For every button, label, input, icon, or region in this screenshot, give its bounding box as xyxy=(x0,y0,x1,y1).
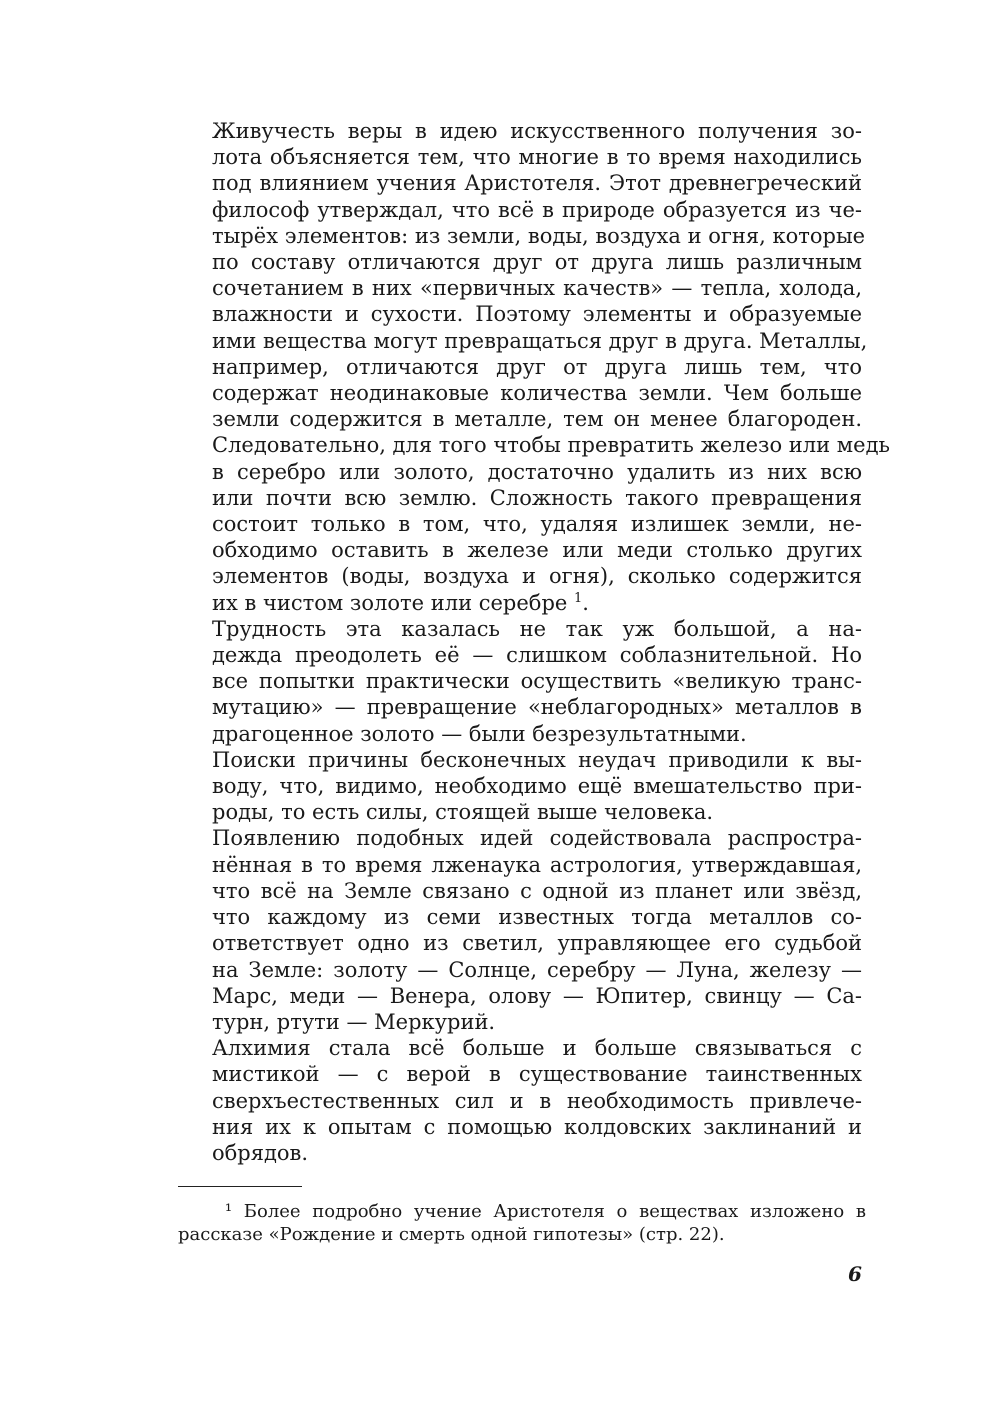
text-line: роды, то есть силы, стоящей выше человека. xyxy=(212,800,714,825)
text-line: тырёх элементов: из земли, воды, воздуха и огня, которые xyxy=(212,223,866,248)
text-line: например, отличаются друг от друга лишь тем, что xyxy=(212,354,862,379)
text-line: что каждому из семи известных тогда металлов со- xyxy=(212,905,862,930)
text-line: ния их к опытам с помощью колдовских заклинаний и xyxy=(212,1114,862,1139)
footnote-reference: 1 xyxy=(574,590,583,606)
text-line: что всё на Земле связано с одной из планет или звёзд, xyxy=(212,878,862,903)
text-line: турн, ртути — Меркурий. xyxy=(212,1009,496,1034)
main-text xyxy=(174,118,890,1166)
text-line: Следовательно, для того чтобы превратить железо или медь xyxy=(212,433,890,458)
footnote xyxy=(178,1200,866,1246)
text-line xyxy=(174,590,862,616)
footnote-line: рассказе «Рождение и смерть одной гипотезы» (стр. 22). xyxy=(178,1224,725,1245)
text-line: Живучесть веры в идею искусственного получения зо- xyxy=(212,119,862,143)
footnote-line xyxy=(178,1200,866,1223)
text-line: сверхъестественных сил и в необходимость привлече- xyxy=(212,1088,862,1113)
paragraph-1 xyxy=(174,118,890,616)
paragraph-5 xyxy=(174,1035,862,1166)
text-line: элементов (воды, воздуха и огня), сколько содержится xyxy=(212,564,862,589)
text-line: Алхимия стала всё больше и больше связываться с xyxy=(212,1036,862,1061)
text-line: или почти всю землю. Сложность такого превращения xyxy=(212,485,862,510)
text-line: Трудность эта казалась не так уж большой, а на- xyxy=(212,616,862,641)
text-line: воду, что, видимо, необходимо ещё вмешательство при- xyxy=(212,774,862,799)
text-line: земли содержится в металле, тем он менее благороден. xyxy=(212,407,862,432)
text-line: Появлению подобных идей содействовала распростра- xyxy=(212,826,862,851)
text-line: содержат неодинаковые количества земли. Чем больше xyxy=(212,381,862,406)
text-line: состоит только в том, что, удаляя излишек земли, не- xyxy=(212,512,862,537)
footnote-marker: ¹ xyxy=(224,1201,233,1222)
text-line: под влиянием учения Аристотеля. Этот древнегреческий xyxy=(212,171,862,196)
text-line: философ утверждал, что всё в природе образуется из че- xyxy=(212,197,862,222)
text-line: дежда преодолеть её — слишком соблазнительной. Но xyxy=(212,643,862,668)
paragraph-4 xyxy=(174,825,862,1035)
text-line: сочетанием в них «первичных качеств» — тепла, холода, xyxy=(212,276,862,301)
text-line: все попытки практически осуществить «великую транс- xyxy=(212,669,862,694)
text-line: ими вещества могут превращаться друг в друга. Металлы, xyxy=(212,328,868,353)
sentence-end: . xyxy=(582,590,589,615)
text-line: ответствует одно из светил, управляющее его судьбой xyxy=(212,931,862,956)
text-line: лота объясняется тем, что многие в то время находились xyxy=(212,145,862,170)
text-line: обрядов. xyxy=(212,1140,309,1165)
paragraph-3 xyxy=(174,747,862,826)
text-line: на Земле: золоту — Солнце, серебру — Луна, железу — xyxy=(212,957,862,982)
text-line: обходимо оставить в железе или меди столько других xyxy=(212,538,862,563)
text-line: по составу отличаются друг от друга лишь различным xyxy=(212,250,862,275)
footnote-divider xyxy=(178,1186,302,1187)
text-line: драгоценное золото — были безрезультатными. xyxy=(212,721,747,746)
text-line: Марс, меди — Венера, олову — Юпитер, свинцу — Са- xyxy=(212,983,862,1008)
text-line: нённая в то время лженаука астрология, утверждавшая, xyxy=(212,852,862,877)
page-number: 6 xyxy=(848,1262,862,1286)
text-line: мутацию» — превращение «неблагородных» металлов в xyxy=(212,695,862,720)
text-line-content: их в чистом золоте или серебре xyxy=(212,590,568,615)
text-line: Поиски причины бесконечных неудач приводили к вы- xyxy=(212,747,862,772)
footnote-text: Более подробно учение Аристотеля о веществах изложено в xyxy=(243,1201,866,1222)
text-line: в серебро или золото, достаточно удалить из них всю xyxy=(212,459,862,484)
text-line: влажности и сухости. Поэтому элементы и образуемые xyxy=(212,302,862,327)
paragraph-2 xyxy=(174,616,862,747)
text-line: мистикой — с верой в существование таинственных xyxy=(212,1062,862,1087)
